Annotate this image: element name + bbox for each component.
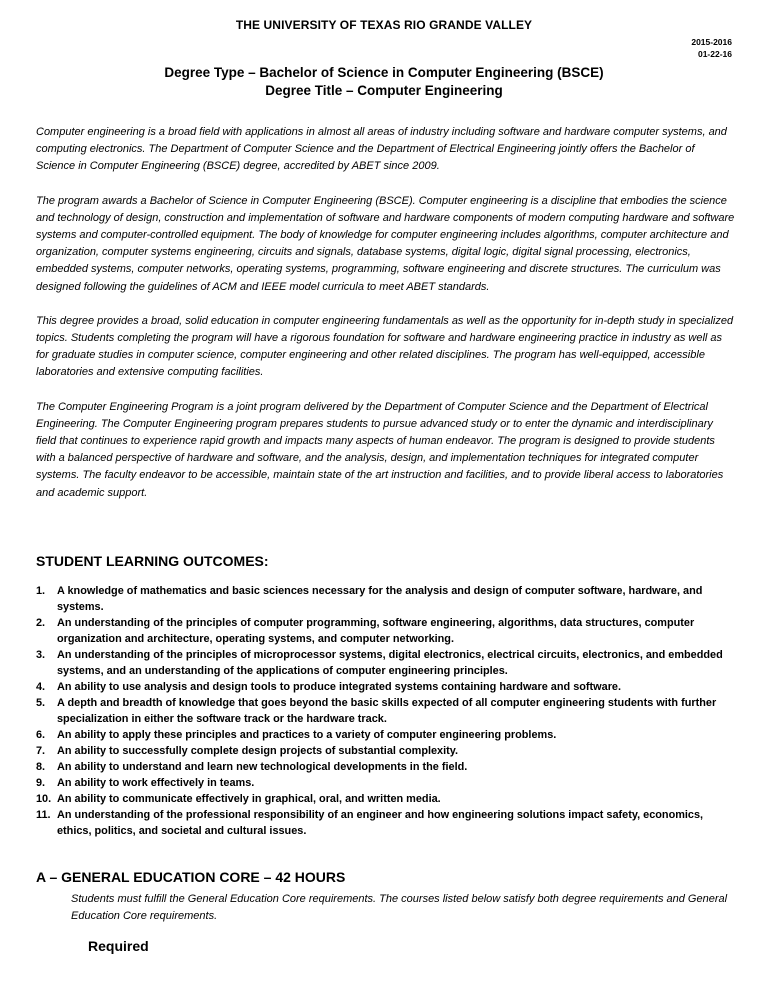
degree-title: Degree Title – Computer Engineering <box>265 83 503 98</box>
outcome-text: A knowledge of mathematics and basic sciences necessary for the analysis and design of computer software, hardware, and systems. <box>57 585 703 613</box>
outcome-number: 1. <box>36 585 46 597</box>
intro-paragraph: The Computer Engineering Program is a joint program delivered by the Department of Computer Science and the Department of Electrical Engineering. The Computer Engineering program prepares students to pursue advanced study or to enter the dynamic and interdisciplinary field that continues to experience rapid growth and impacts many aspects of human endeavor. The program is designed to provide students with a balanced perspective of hardware and software, and the analysis, design, and implementation techniques for integrated computer systems. The faculty endeavor to be accessible, maintain state of the art instruction and facilities, and to provide liberal access to laboratories and academic support. <box>36 400 724 499</box>
gen-ed-description: Students must fulfill the General Education Core requirements. The courses listed below satisfy both degree requirements and General Education Core requirements. <box>71 893 728 922</box>
outcome-number: 4. <box>36 681 46 693</box>
outcome-item <box>36 583 736 615</box>
intro-paragraph: The program awards a Bachelor of Science in Computer Engineering (BSCE). Computer engineering is a discipline that embodies the science and technology of design, construction and implementation of software and hardware components of modern computing hardware and software systems and computer-controlled equipment. The body of knowledge for computer engineering includes algorithms, computer architecture and organization, computer systems engineering, circuits and signals, database systems, digital logic, digital signal processing, electronics, embedded systems, computer networks, operating systems, programming, software engineering and discrete structures. The curriculum was designed following the guidelines of ACM and IEEE model curricula to meet ABET standards. <box>36 194 735 293</box>
outcome-item <box>36 647 736 679</box>
document-dates <box>691 36 732 60</box>
intro-paragraph: Computer engineering is a broad field with applications in almost all areas of industry including software and hardware computer systems, and computing electronics. The Department of Computer Science and the Department of Electrical Engineering jointly offers the Bachelor of Science in Computer Engineering (BSCE) degree, accredited by ABET since 2009. <box>36 126 727 173</box>
revision-date: 01-22-16 <box>697 49 732 59</box>
gen-ed-heading: A – GENERAL EDUCATION CORE – 42 HOURS <box>36 869 346 885</box>
outcome-text: A depth and breadth of knowledge that goes beyond the basic skills expected of all computer engineering students with further specialization in either the software track or the hardware track. <box>57 697 717 725</box>
outcome-number: 10. <box>36 793 52 805</box>
outcome-number: 2. <box>36 617 46 629</box>
catalog-year: 2015-2016 <box>691 37 732 47</box>
degree-type: Degree Type – Bachelor of Science in Computer Engineering (BSCE) <box>164 65 604 80</box>
outcome-item <box>36 807 736 839</box>
outcome-number: 5. <box>36 697 46 709</box>
degree-heading <box>0 64 768 100</box>
outcome-text: An ability to use analysis and design tools to produce integrated systems containing hardware and software. <box>57 681 622 693</box>
outcome-text: An understanding of the professional responsibility of an engineer and how engineering solutions impact safety, economics, ethics, politics, and societal and cultural issues. <box>57 809 704 837</box>
outcome-number: 8. <box>36 761 46 773</box>
outcome-text: An ability to understand and learn new technological developments in the field. <box>57 761 468 773</box>
outcome-text: An ability to work effectively in teams. <box>57 777 255 789</box>
outcomes-list <box>36 583 736 839</box>
outcome-number: 9. <box>36 777 46 789</box>
outcome-item <box>36 759 736 775</box>
outcome-text: An ability to successfully complete design projects of substantial complexity. <box>57 745 459 757</box>
outcome-text: An understanding of the principles of microprocessor systems, digital electronics, electrical circuits, electronics, and embedded systems, and an understanding of the applications of computer engineering principles. <box>57 649 723 677</box>
outcome-item <box>36 775 736 791</box>
outcome-item <box>36 743 736 759</box>
required-subheading: Required <box>88 938 149 954</box>
outcome-text: An ability to apply these principles and practices to a variety of computer engineering problems. <box>57 729 557 741</box>
outcome-item <box>36 695 736 727</box>
outcome-number: 6. <box>36 729 46 741</box>
outcome-item <box>36 615 736 647</box>
outcome-number: 3. <box>36 649 46 661</box>
university-name: THE UNIVERSITY OF TEXAS RIO GRANDE VALLEY <box>235 18 533 32</box>
outcome-item <box>36 679 736 695</box>
intro-section <box>36 124 736 519</box>
outcome-number: 11. <box>36 809 51 821</box>
intro-paragraph: This degree provides a broad, solid education in computer engineering fundamentals as well as the opportunity for in-depth study in specialized topics. Students completing the program will have a rigorous foundation for software and hardware engineering practice in industry as well as for graduate studies in computer science, computer engineering and other related disciplines. The program has well-equipped, accessible laboratories and extensive computing facilities. <box>36 314 734 379</box>
outcomes-heading: STUDENT LEARNING OUTCOMES: <box>36 553 269 569</box>
outcome-number: 7. <box>36 745 46 757</box>
outcome-item <box>36 791 736 807</box>
outcome-text: An understanding of the principles of computer programming, software engineering, algorithms, data structures, computer organization and architecture, operating systems, and computer networking. <box>57 617 695 645</box>
outcome-item <box>36 727 736 743</box>
outcome-text: An ability to communicate effectively in graphical, oral, and written media. <box>57 793 441 805</box>
